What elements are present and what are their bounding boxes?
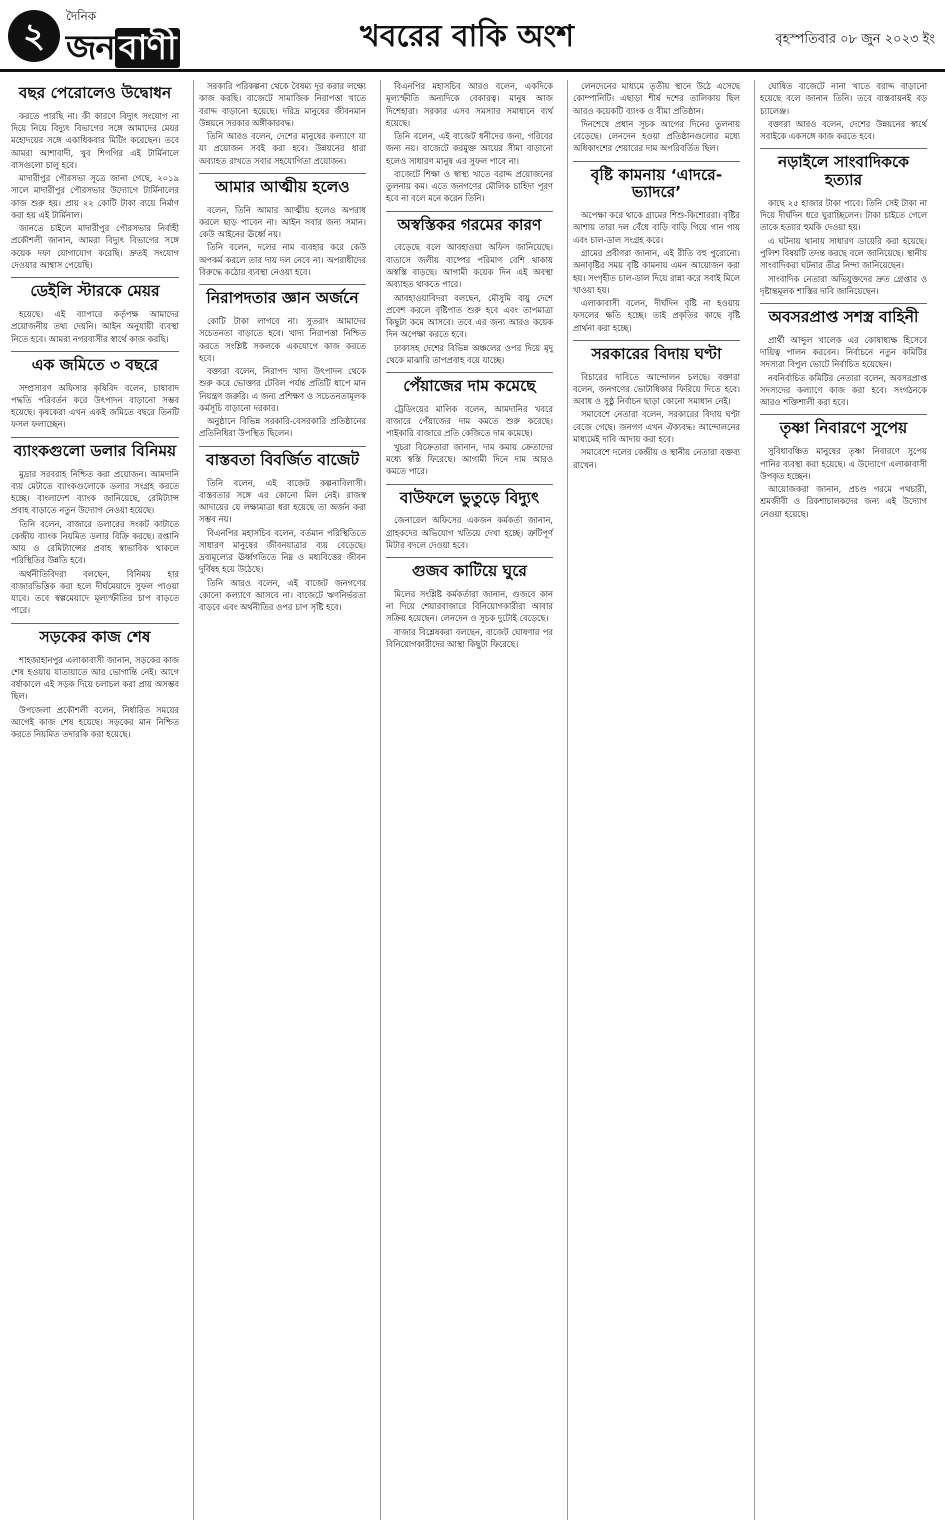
story-body (386, 588, 553, 650)
publication-date: বৃহস্পতিবার ০৮ জুন ২০২৩ ইং (775, 32, 935, 47)
story-paragraph: আয়োজকরা জানান, প্রচণ্ড গরমে পথচারী, শ্রমজীবী ও রিকশাচালকদের জন্য এই উদ্যোগ নেওয়া হয়েছে। (760, 484, 927, 519)
story-paragraph: তিনি বলেন, এই বাজেট কল্পনাবিলাসী। বাস্তবতার সঙ্গে এর কোনো মিল নেই। রাজস্ব আদায়ের যে লক্ষ্যমাত্রা ধরা হয়েছে তা অর্জন করা সম্ভব নয়। (199, 477, 366, 525)
logo-part-2: বাণী (115, 28, 180, 68)
story-paragraph: তিনি আরও বলেন, এই বাজেট জনগণের কোনো কল্যাণে আসবে না। বাজেটে ঋণনির্ভরতা বাড়বে এবং অর্থনীতির ওপর চাপ সৃষ্টি হবে। (199, 577, 366, 613)
story-paragraph: সম্প্রসারণ অফিসার কৃষিবিদ বলেন, চাষাবাদ পদ্ধতি পরিবর্তন করে উৎপাদন বাড়ানো সম্ভব হয়েছে। কৃষকেরা এখন একই জমিতে বছরে তিনটি ফসল ফলাচ্ছেন। (11, 382, 179, 430)
story-headline[interactable]: তৃষ্ণা নিবারণে সুপেয় (760, 414, 927, 442)
news-story (386, 211, 553, 366)
column-5 (754, 80, 932, 1520)
story-body (199, 204, 366, 279)
story-body (386, 80, 553, 205)
column-3 (380, 80, 558, 1520)
story-paragraph: ঢাকাসহ দেশের বিভিন্ন অঞ্চলের ওপর দিয়ে মৃদু থেকে মাঝারি তাপপ্রবাহ বয়ে যাচ্ছে। (386, 342, 553, 365)
column-2 (193, 80, 371, 1520)
logo-part-1: জন (66, 28, 115, 68)
story-body (386, 241, 553, 366)
story-headline[interactable]: পেঁয়াজের দাম কমেছে (386, 372, 553, 400)
story-paragraph: তিনি বলেন, দলের নাম ব্যবহার করে কেউ অপকর্ম করলে তার দায় দল নেবে না। অপরাধীদের বিরুদ্ধে কঠোর ব্যবস্থা নেওয়া হবে। (199, 242, 366, 277)
story-paragraph: প্রার্থী আব্দুল খালেক এর কোষাধ্যক্ষ হিসেবে দায়িত্ব পালন করবেন। নির্বাচনে নতুন কমিটির সদস্যরা বিপুল ভোটে নির্বাচিত হয়েছেন। (760, 334, 927, 370)
story-paragraph: অপেক্ষা করে থাকে গ্রামের শিশু-কিশোররা। বৃষ্টির আশায় তারা দল বেঁধে বাড়ি বাড়ি গিয়ে গান গায় এবং চাল-ডাল সংগ্রহ করে। (573, 210, 740, 245)
story-headline[interactable]: নড়াইলে সাংবাদিককে হত্যার (760, 148, 927, 194)
page-number-badge: ২ (8, 10, 60, 62)
story-headline[interactable]: ডেইলি স্টারকে মেয়র (11, 277, 179, 305)
news-story (573, 161, 740, 334)
news-columns (6, 80, 939, 1520)
news-story (386, 372, 553, 477)
story-body (11, 308, 179, 345)
story-paragraph: ট্রেডিংয়ের মালিক বলেন, আমদানির খবরে বাজারে পেঁয়াজের দাম কমতে শুরু করেছে। পাইকারি বাজারে প্রতি কেজিতে দাম কমেছে। (386, 403, 553, 439)
story-paragraph: নবনির্বাচিত কমিটির নেতারা বলেন, অবসরপ্রাপ্ত সদস্যদের কল্যাণে কাজ করা হবে। সংগঠনকে আরও শক্তিশালী করা হবে। (760, 372, 927, 408)
story-paragraph: মুদ্রার সরবরাহ নিশ্চিত করা প্রয়োজন। আমদানি ব্যয় মেটাতে ব্যাংকগুলোকে ডলার সংগ্রহ করতে হচ্ছে। বাংলাদেশ ব্যাংক জানিয়েছে, রেমিট্যান্স প্রবাহ বাড়াতে নতুন উদ্যোগ নেওয়া হয়েছে। (11, 468, 179, 516)
masthead (0, 0, 945, 72)
story-paragraph: বেড়েছে বলে আবহাওয়া অফিস জানিয়েছে। বাতাসে জলীয় বাষ্পের পরিমাণ বেশি থাকায় অস্বস্তি বাড়ছে। আগামী কয়েক দিন এই অবস্থা অব্যাহত থাকতে পারে। (386, 242, 553, 290)
story-paragraph: কাছে ২৫ হাজার টাকা পাবে। তিনি সেই টাকা না দিয়ে দীর্ঘদিন ধরে ঘুরাচ্ছিলেন। টাকা চাইতে গেলে তাকে হত্যার হুমকি দেওয়া হয়। (760, 197, 927, 233)
story-body (11, 468, 179, 617)
news-story (11, 437, 179, 617)
story-paragraph: আবহাওয়াবিদরা বলছেন, মৌসুমি বায়ু দেশে প্রবেশ করলে বৃষ্টিপাত শুরু হবে এবং তাপমাত্রা কিছুটা কমে আসবে। তবে এর জন্য আরও কয়েক দিন অপেক্ষা করতে হবে। (386, 292, 553, 340)
story-paragraph: বিচারের দাবিতে আন্দোলন চলছে। বক্তারা বলেন, জনগণের ভোটাধিকার ফিরিয়ে দিতে হবে। অবাধ ও সুষ্ঠু নির্বাচন ছাড়া কোনো সমাধান নেই। (573, 371, 740, 407)
story-headline[interactable]: বছর পেরোলেও উদ্বোধন (18, 84, 172, 102)
story-paragraph: এলাকাবাসী বলেন, দীর্ঘদিন বৃষ্টি না হওয়ায় ফসলের ক্ষতি হচ্ছে। তাই প্রকৃতির কাছে বৃষ্টি প্রার্থনা করা হচ্ছে। (573, 298, 740, 333)
story-body (760, 334, 927, 409)
story-paragraph: তিনি বলেন, এই বাজেট ধনীদের জন্য, গরিবের জন্য নয়। বাজেটে করমুক্ত আয়ের সীমা বাড়ানো হলেও সাধারণ মানুষ এর সুফল পাবে না। (386, 131, 553, 166)
news-story (573, 340, 740, 471)
story-body (11, 110, 179, 271)
story-paragraph: এ ঘটনায় থানায় সাধারণ ডায়েরি করা হয়েছে। পুলিশ বিষয়টি তদন্ত করছে বলে জানিয়েছে। স্থানীয় সাংবাদিকরা ঘটনার তীব্র নিন্দা জানিয়েছেন। (760, 235, 927, 271)
column-4 (567, 80, 745, 1520)
column-1 (6, 80, 184, 1520)
news-story (760, 148, 927, 297)
news-story (199, 173, 366, 278)
story-paragraph: তিনি বলেন, বাজারে ডলারের সংকট কাটাতে কেন্দ্রীয় ব্যাংক নিয়মিত ডলার বিক্রি করছে। রপ্তানি আয় ও রেমিট্যান্সের প্রবাহ স্বাভাবিক থাকলে পরিস্থিতির উন্নতি হবে। (11, 518, 179, 566)
news-story (386, 484, 553, 552)
story-paragraph: অনুষ্ঠানে বিভিন্ন সরকারি-বেসরকারি প্রতিষ্ঠানের প্রতিনিধিরা উপস্থিত ছিলেন। (199, 416, 366, 439)
news-story (199, 80, 366, 167)
news-story (760, 80, 927, 142)
news-story (573, 80, 740, 155)
story-body (573, 371, 740, 471)
story-body (760, 445, 927, 520)
story-body (573, 209, 740, 334)
logo-daily-label: দৈনিক (66, 9, 97, 23)
news-story (11, 623, 179, 741)
news-story (760, 414, 927, 519)
news-story (199, 446, 366, 614)
story-body (199, 315, 366, 440)
news-story (11, 277, 179, 345)
news-story (386, 557, 553, 650)
story-body (386, 514, 553, 551)
story-headline[interactable]: অস্বস্তিকর গরমের কারণ (386, 211, 553, 239)
story-paragraph: বিএনপির মহাসচিব আরও বলেন, একদিকে মূল্যস্ফীতি অন্যদিকে বেকারত্ব। মানুষ আজ দিশেহারা। সরকার এসব সমস্যার সমাধানে ব্যর্থ হয়েছে। (386, 81, 553, 128)
story-headline[interactable]: আমার আত্মীয় হলেও (199, 173, 366, 201)
story-paragraph: বাজেটে শিক্ষা ও স্বাস্থ্য খাতে বরাদ্দ প্রয়োজনের তুলনায় কম। এতে জনগণের মৌলিক চাহিদা পূরণ হবে না বলে মনে করেন তিনি। (386, 168, 553, 204)
story-body (760, 80, 927, 142)
story-paragraph: বাজার বিশ্লেষকরা বলছেন, বাজেট ঘোষণার পর বিনিয়োগকারীদের আস্থা কিছুটা ফিরেছে। (386, 626, 553, 650)
story-paragraph: হয়েছে। এই ব্যাপারে কর্তৃপক্ষ আমাদের প্রয়োজনীয় তথ্য দেয়নি। আইন অনুযায়ী ব্যবস্থা নিতে হবে। আমরা নগরবাসীর স্বার্থে কাজ করছি। (11, 309, 179, 344)
news-story (386, 80, 553, 205)
story-headline[interactable]: নিরাপদতার জ্ঞান অর্জনে (199, 284, 366, 312)
story-headline[interactable]: বাউফলে ভুতুড়ে বিদ্যুৎ (386, 484, 553, 512)
story-paragraph: বলেন, তিনি আমার আত্মীয় হলেও অপরাধ করলে ছাড় পাবেন না। আইন সবার জন্য সমান। কেউ আইনের ঊর্ধ্বে নয়। (199, 204, 366, 240)
story-paragraph: মিলের সংশ্লিষ্ট কর্মকর্তারা জানান, গুজবে কান না দিয়ে শেয়ারবাজারে বিনিয়োগকারীরা আবার সক্রিয় হয়েছেন। লেনদেন ও সূচক দুটোই বেড়েছে। (386, 588, 553, 624)
story-paragraph: সমাবেশে নেতারা বলেন, সরকারের বিদায় ঘণ্টা বেজে গেছে। জনগণ এখন ঐক্যবদ্ধ। আন্দোলনের মাধ্যমেই দাবি আদায় করা হবে। (573, 409, 740, 445)
story-body (573, 80, 740, 155)
story-headline[interactable]: বাস্তবতা বিবর্জিত বাজেট (199, 446, 366, 474)
story-headline[interactable]: সরকারের বিদায় ঘণ্টা (573, 340, 740, 368)
story-paragraph: লেনদেনের মাধ্যমে তৃতীয় স্থানে উঠে এসেছে কোম্পানিটি। এছাড়া শীর্ষ দশের তালিকায় ছিল আরও কয়েকটি ব্যাংক ও বীমা প্রতিষ্ঠান। (573, 81, 740, 116)
story-paragraph: শাহজাহানপুর এলাকাবাসী জানান, সড়কের কাজ শেষ হওয়ায় যাতায়াতে আর ভোগান্তি নেই। আগে বর্ষাকালে এই সড়ক দিয়ে চলাচল করা প্রায় অসম্ভব ছিল। (11, 654, 179, 702)
story-headline[interactable]: অবসরপ্রাপ্ত সশস্ত্র বাহিনী (760, 303, 927, 331)
section-title: খবরের বাকি অংশ (360, 19, 574, 54)
story-paragraph: করতে পারছি না। কী কারণে বিদ্যুৎ সংযোগ না দিয়ে নিয়ে বিদ্যুৎ বিভাগের সঙ্গে আমাদের মেয়র মহোদয়ের সঙ্গে একাধিকবার মিটিং করেছেন। তবে আমরা আশাবাদী, খুব শিগগির এই টার্মিনালে বাসগুলো চালু হবে। (11, 110, 179, 170)
news-story (11, 80, 179, 271)
news-story (11, 351, 179, 431)
news-story (760, 303, 927, 408)
story-body (11, 382, 179, 431)
story-paragraph: কোটি টাকা লাগবে না। সুতরাং আমাদের সচেতনতা বাড়াতে হবে। খাদ্য নিরাপত্তা নিশ্চিত করতে সংশ্লিষ্ট সকলকে একযোগে কাজ করতে হবে। (199, 316, 366, 363)
story-paragraph: বক্তারা আরও বলেন, দেশের উন্নয়নের স্বার্থে সবাইকে একসঙ্গে কাজ করতে হবে। (760, 118, 927, 142)
story-paragraph: উপজেলা প্রকৌশলী বলেন, নির্ধারিত সময়ের আগেই কাজ শেষ হয়েছে। সড়কের মান নিশ্চিত করতে নিয়মিত তদারকি করা হয়েছে। (11, 704, 179, 740)
story-paragraph: ঘোষিত বাজেটে নানা খাতে বরাদ্দ বাড়ানো হয়েছে বলে জানান তিনি। তবে বাস্তবায়নই বড় চ্যালেঞ্জ। (760, 81, 927, 116)
story-paragraph: সমাবেশে দলের কেন্দ্রীয় ও স্থানীয় নেতারা বক্তব্য রাখেন। (573, 447, 740, 470)
story-paragraph: সাংবাদিক নেতারা অভিযুক্তদের দ্রুত গ্রেপ্তার ও দৃষ্টান্তমূলক শাস্তির দাবি জানিয়েছেন। (760, 273, 927, 296)
story-body (199, 80, 366, 167)
story-body (11, 654, 179, 741)
story-paragraph: জানতে চাইলে মাদারীপুর পৌরসভার নির্বাহী প্রকৌশলী জানান, আমরা বিদ্যুৎ বিভাগের সঙ্গে কয়েক দফা যোগাযোগ করেছি। দ্রুতই সংযোগ দেওয়ার আশ্বাস পেয়েছি। (11, 223, 179, 270)
story-paragraph: দিনশেষে প্রধান সূচক আগের দিনের তুলনায় বেড়েছে। লেনদেন হওয়া প্রতিষ্ঠানগুলোর মধ্যে অধিকাংশের শেয়ারের দাম অপরিবর্তিত ছিল। (573, 118, 740, 154)
story-body (386, 403, 553, 478)
story-headline[interactable]: এক জমিতে ৩ বছরে (11, 351, 179, 379)
story-headline[interactable]: ব্যাংকগুলো ডলার বিনিময় (11, 437, 179, 465)
story-headline[interactable]: গুজব কাটিয়ে ঘুরে (386, 557, 553, 585)
story-paragraph: তিনি আরও বলেন, দেশের মানুষের কল্যাণে যা যা প্রয়োজন সবই করা হবে। উন্নয়নের ধারা অব্যাহত রাখতে সবার সহযোগিতা প্রয়োজন। (199, 131, 366, 166)
story-body (760, 197, 927, 297)
story-paragraph: গ্রামের প্রবীণরা জানান, এই রীতি বহু পুরোনো। অনাবৃষ্টির সময় বৃষ্টি কামনায় এমন আয়োজন করা হয়। সংগৃহীত চাল-ডাল দিয়ে রান্না করে সবাই মিলে খাওয়া হয়। (573, 248, 740, 295)
story-paragraph: জেনারেল অফিসের একজন কর্মকর্তা জানান, গ্রাহকদের অভিযোগ খতিয়ে দেখা হচ্ছে। ত্রুটিপূর্ণ মিটার বদলে দেওয়া হবে। (386, 515, 553, 550)
story-paragraph: মাদারীপুর পৌরসভা সূত্রে জানা গেছে, ২০১৯ সালে মাদারীপুর পৌরসভার উদ্যোগে টার্মিনালের কাজ শুরু হয়। প্রায় ২২ কোটি টাকা ব্যয়ে নির্মাণ করা হয় এই টার্মিনাল। (11, 173, 179, 220)
story-paragraph: খুচরা বিক্রেতারা জানান, দাম কমায় ক্রেতাদের মধ্যে স্বস্তি ফিরেছে। আগামী দিনে দাম আরও কমতে পারে। (386, 441, 553, 477)
logo-wordmark (66, 22, 180, 79)
story-headline[interactable]: বৃষ্টি কামনায় ‘এাদরে-ভ্যাদরে’ (573, 161, 740, 207)
story-paragraph: বক্তারা বলেন, নিরাপদ খাদ্য উৎপাদন থেকে শুরু করে ভোক্তার টেবিল পর্যন্ত প্রতিটি ধাপে মান নিয়ন্ত্রণ জরুরি। এ জন্য প্রশিক্ষণ ও সচেতনতামূলক কর্মসূচি বাড়ানো দরকার। (199, 366, 366, 413)
story-headline[interactable]: সড়কের কাজ শেষ (11, 623, 179, 651)
story-paragraph: সুবিধাবঞ্চিত মানুষের তৃষ্ণা নিবারণে সুপেয় পানির ব্যবস্থা করা হয়েছে। এ উদ্যোগে এলাকাবাসী উপকৃত হচ্ছেন। (760, 446, 927, 481)
story-paragraph: অর্থনীতিবিদরা বলছেন, বিনিময় হার বাজারভিত্তিক করা হলে দীর্ঘমেয়াদে সুফল পাওয়া যাবে। তবে স্বল্পমেয়াদে মূল্যস্ফীতির চাপ বাড়তে পারে। (11, 568, 179, 616)
story-paragraph: বিএনপির মহাসচিব বলেন, বর্তমান পরিস্থিতিতে সাধারণ মানুষের জীবনযাত্রার ব্যয় বেড়েছে। দ্রব্যমূল্যের ঊর্ধ্বগতিতে নিম্ন ও মধ্যবিত্তের জীবন দুর্বিষহ হয়ে উঠেছে। (199, 527, 366, 575)
news-story (199, 284, 366, 439)
story-body (199, 477, 366, 614)
story-paragraph: সরকারি পরিকল্পনা থেকে বৈষম্য দূর করার লক্ষ্যে কাজ করছি। বাজেটে সামাজিক নিরাপত্তা খাতে বরাদ্দ বাড়ানো হয়েছে। দরিদ্র মানুষের জীবনমান উন্নয়নে সরকার অঙ্গীকারবদ্ধ। (199, 81, 366, 128)
